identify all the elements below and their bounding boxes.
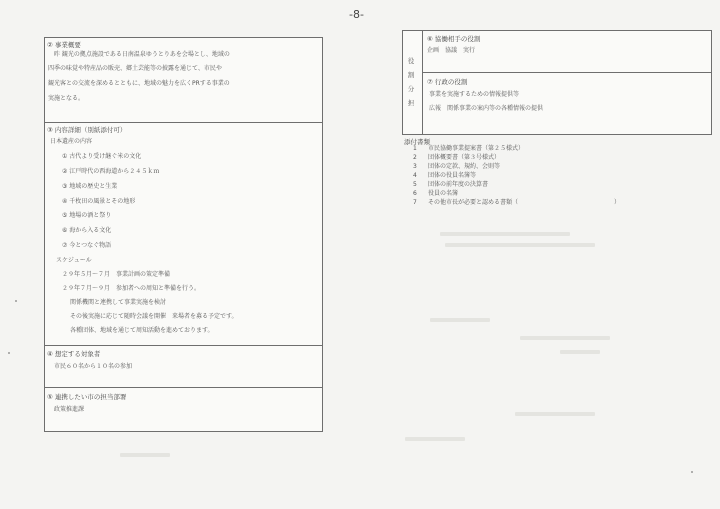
row-divider (422, 72, 711, 73)
attachments-title: 添付書類 (404, 138, 430, 146)
section-2-line: 実施となる。 (48, 95, 85, 102)
schedule-line: 各種団体、地域を通じて周知活動を進めております。 (70, 327, 214, 334)
column-divider (422, 30, 423, 134)
attachment-no: 6 (413, 190, 417, 197)
section-2-line: 四季の味覚や特産品の販売、郷土芸能等の披露を通じて、市民や (48, 65, 222, 72)
attachment-no: 4 (413, 172, 417, 179)
section-7-line: 事業を実施するための情報提供等 (429, 91, 520, 98)
schedule-line: その後実施に応じて随時会議を開催 来場者を募る予定です。 (70, 313, 238, 320)
show-through-mark (120, 453, 170, 457)
section-4-title: ④ 想定する対象者 (47, 350, 101, 358)
section-3-item: ② 江戸時代の西海道から２４５ｋｍ (62, 168, 160, 175)
side-label-char: 担 (407, 99, 415, 107)
section-3-intro: 日本遺産の内容 (50, 138, 93, 145)
attachment-item: 市民協働事業提案書（第２５様式） (428, 145, 525, 152)
section-7-title: ⑦ 行政の役割 (427, 78, 468, 86)
schedule-line: ２９年７月～９月 参加者への周知と準備を行う。 (62, 285, 201, 292)
section-5-body: 政策推進課 (54, 406, 85, 413)
show-through-mark (440, 232, 570, 236)
attachment-item: 団体の前年度の決算書 (428, 181, 489, 188)
page-number: -8- (349, 8, 364, 21)
section-2-line: 昨 観光の拠点施設である日南温泉ゆうとりあを会場とし、地域の (54, 51, 230, 58)
section-3-title: ③ 内容詳細（別紙添付可） (47, 126, 127, 134)
attachment-item: 役員の名簿 (428, 190, 459, 197)
side-label-char: 割 (407, 71, 415, 79)
show-through-mark (515, 412, 595, 416)
attachment-item: 団体の定款、規約、会則等 (428, 163, 501, 170)
attachment-no: 7 (413, 199, 417, 206)
side-label-char: 役 (407, 57, 415, 65)
attachment-item: 団体の役員名簿等 (428, 172, 477, 179)
section-3-item: ⑥ 海から入る文化 (62, 227, 112, 234)
scan-speck (691, 471, 693, 473)
section-3-item: ⑦ 今とつなぐ物語 (62, 242, 112, 249)
section-2-title: ② 事業概要 (47, 41, 81, 49)
scan-speck (8, 352, 10, 354)
show-through-mark (445, 243, 595, 247)
row-divider (44, 387, 322, 388)
attachment-no: 5 (413, 181, 417, 188)
attachment-item: その他市長が必要と認める書類（ ） (428, 199, 621, 206)
row-divider (44, 345, 322, 346)
section-2-line: 観光客との交流を深めるとともに、地域の魅力を広くPRする事業の (48, 80, 230, 87)
attachment-no: 3 (413, 163, 417, 170)
attachment-item: 団体概要書（第３号様式） (428, 154, 501, 161)
show-through-mark (560, 350, 600, 354)
schedule-line: ２９年５月～７月 事業計画の策定準備 (62, 271, 171, 278)
row-divider (44, 122, 322, 123)
left-form-table (44, 37, 323, 432)
section-3-item: ③ 地域の歴史と生業 (62, 183, 118, 190)
show-through-mark (430, 318, 490, 322)
section-4-body: 市民６０名から１０名の参加 (54, 363, 133, 370)
section-3-item: ① 古代より受け継ぐ米の文化 (62, 153, 142, 160)
section-7-line: 広報 関係事業の案内等の各種情報の提供 (429, 105, 544, 112)
section-6-body: 企画 協議 実行 (427, 47, 476, 54)
show-through-mark (520, 336, 610, 340)
section-3-item: ④ 千枚田の風景とその地形 (62, 198, 136, 205)
section-3-item: ⑤ 地場の酒と祭り (62, 212, 112, 219)
attachment-no: 1 (413, 145, 417, 152)
scan-speck (15, 300, 17, 302)
show-through-mark (405, 437, 465, 441)
schedule-line: 関係機関と連携して事業実施を検討 (70, 299, 167, 306)
section-3-subheading: スケジュール (56, 257, 92, 264)
section-5-title: ⑤ 連携したい市の担当部署 (47, 393, 127, 401)
attachment-no: 2 (413, 154, 417, 161)
side-label-char: 分 (407, 85, 415, 93)
section-6-title: ⑥ 協働相手の役割 (427, 35, 481, 43)
